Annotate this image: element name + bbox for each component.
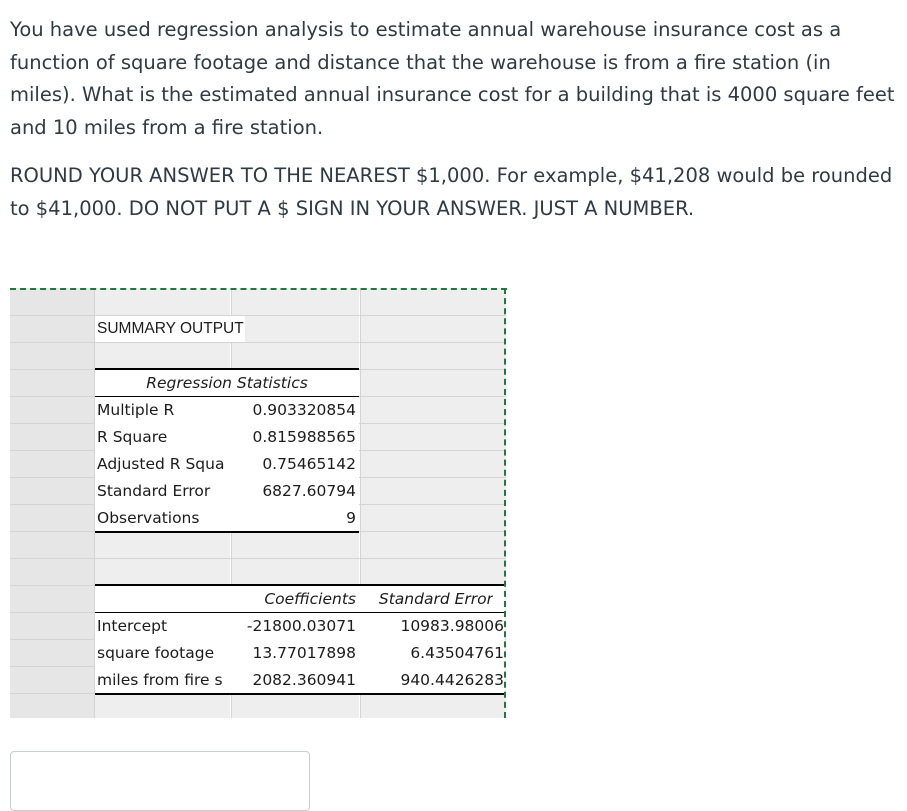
copy-marquee-right [504,288,506,718]
grid-line [10,342,506,343]
stat-label: Observations [97,509,200,527]
question-paragraph-2: ROUND YOUR ANSWER TO THE NEAREST $1,000. For example, $41,208 would be rounded to $41,000. DO NOT PUT A $ SIGN IN YOUR ANSWER. JUST A NUMBER. [10,164,893,220]
stat-value: 6827.60794 [262,482,356,500]
se-value: 940.4426283 [400,671,504,689]
coefficients-header: Coefficients [264,590,356,608]
coef-value: 2082.360941 [252,671,356,689]
stat-label: R Square [97,428,168,446]
stat-value: 0.903320854 [252,401,356,419]
question-paragraph-1: You have used regression analysis to estimate annual warehouse insurance cost as a function of square footage and distance that the warehouse is from a fire station (in miles). What is the estimated annual insurance cost for a building that is 4000 square feet and 10 miles from a fire station. [10,18,895,139]
stat-value: 0.75465142 [262,455,356,473]
stat-value: 0.815988565 [252,428,356,446]
stat-value: 9 [346,509,356,527]
copy-marquee-top [10,288,507,290]
table-rule [95,693,505,695]
stat-label: Multiple R [97,401,175,419]
sheet-column-a [10,288,94,718]
stat-label: Standard Error [97,482,211,500]
coef-value: -21800.03071 [246,617,356,635]
answer-input[interactable] [10,751,310,811]
se-value: 10983.98006 [400,617,504,635]
standard-error-header: Standard Error [378,590,493,608]
table-rule [95,531,359,533]
question-text [10,14,900,225]
coef-value: 13.77017898 [252,644,356,662]
coef-label: Intercept [97,617,168,635]
grid-line [10,558,506,559]
summary-output-title: SUMMARY OUTPUT [97,320,244,337]
coef-label: miles from fire s [97,671,223,689]
regression-output-image [10,288,506,718]
regression-statistics-header: Regression Statistics [146,374,308,392]
se-value: 6.43504761 [410,644,504,662]
coef-label: square footage [97,644,215,662]
stat-label: Adjusted R Squa [97,455,225,473]
